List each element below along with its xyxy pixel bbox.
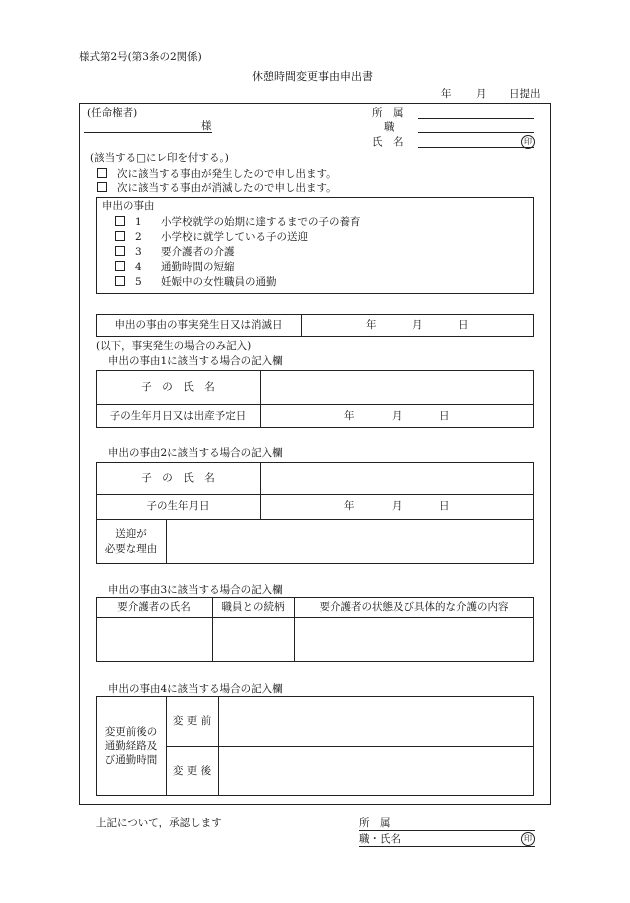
section1-child-name-input[interactable] [261, 371, 533, 403]
fact-date-year: 年 [366, 319, 377, 331]
note-occurrence-only: (以下，事実発生の場合のみ記入) [96, 340, 252, 352]
section3-col-care-details: 要介護者の状態及び具体的な介護の内容 [319, 600, 509, 613]
date-month-label: 月 [476, 88, 487, 100]
checkbox-icon[interactable] [115, 231, 125, 241]
reason-item-1[interactable] [115, 216, 361, 228]
reason-item-4[interactable] [115, 261, 235, 273]
section3-cared-name-input[interactable] [97, 618, 211, 661]
section4-after-label: 変 更 後 [172, 764, 212, 777]
checkbox-ended-row[interactable] [97, 182, 337, 194]
seal-icon: 印 [521, 135, 535, 149]
section1-child-name-label: 子 の 氏 名 [141, 380, 215, 393]
section3-col-cared-name: 要介護者の氏名 [117, 600, 191, 613]
approval-text: 上記について，承認します [96, 817, 222, 829]
section3-heading: 申出の事由3に該当する場合の記入欄 [108, 584, 283, 596]
section2-day: 日 [439, 500, 450, 512]
reason-number: 3 [135, 246, 142, 258]
checkbox-occurred-row[interactable] [97, 168, 337, 180]
checkbox-icon[interactable] [115, 261, 125, 271]
reason-item-5[interactable] [115, 276, 277, 288]
section1-month: 月 [392, 410, 403, 422]
reason-item-3[interactable] [115, 246, 235, 258]
approval-position-name-field[interactable] [359, 846, 535, 847]
fact-date-day: 日 [458, 319, 469, 331]
approval-affiliation-label: 所 属 [359, 817, 391, 829]
reason-number: 4 [135, 261, 142, 273]
section2-reason-line2: 必要な理由 [104, 542, 158, 555]
applicant-affiliation-field[interactable] [418, 118, 534, 119]
date-submitted-label: 日提出 [509, 88, 541, 100]
seal-icon: 印 [521, 832, 535, 846]
applicant-position-field[interactable] [418, 132, 534, 133]
reason-number: 2 [135, 231, 142, 243]
reason-text: 小学校就学の始期に達するまでの子の養育 [161, 216, 361, 228]
applicant-position-label: 職 [384, 121, 395, 133]
checkbox-icon[interactable] [97, 182, 107, 192]
checkbox-occurred-label: 次に該当する事由が発生したので申し出ます。 [117, 168, 337, 180]
section2-month: 月 [392, 500, 403, 512]
section4-row-label-line1: 変更前後の [104, 725, 158, 738]
addressee-label: (任命権者) [87, 107, 138, 119]
checkbox-icon[interactable] [115, 216, 125, 226]
instruction-text: (該当する□にレ印を付する。) [90, 152, 229, 164]
checkbox-icon[interactable] [115, 276, 125, 286]
checkbox-icon[interactable] [97, 168, 107, 178]
section4-row-label [96, 696, 166, 796]
applicant-affiliation-label: 所 属 [372, 107, 404, 119]
reason-text: 通勤時間の短縮 [161, 261, 235, 273]
section2-reason-input[interactable] [167, 520, 533, 563]
reasons-heading: 申出の事由 [102, 200, 155, 212]
section2-child-name-input[interactable] [261, 463, 533, 493]
reason-text: 妊娠中の女性職員の通勤 [161, 276, 277, 288]
date-year-label: 年 [441, 88, 452, 100]
reason-number: 1 [135, 216, 142, 228]
approval-position-name-label: 職・氏名 [359, 833, 401, 845]
checkbox-icon[interactable] [115, 246, 125, 256]
checkbox-ended-label: 次に該当する事由が消滅したので申し出ます。 [117, 182, 337, 194]
section4-after-input[interactable] [219, 747, 533, 795]
section3-care-details-input[interactable] [295, 618, 533, 661]
addressee-line[interactable] [84, 132, 212, 133]
section4-heading: 申出の事由4に該当する場合の記入欄 [108, 683, 283, 695]
reason-text: 小学校に就学している子の送迎 [161, 231, 308, 243]
form-number: 様式第2号(第3条の2関係) [79, 51, 202, 63]
addressee-honorific: 様 [201, 120, 212, 132]
approval-affiliation-field[interactable] [359, 830, 535, 831]
reason-item-2[interactable] [115, 231, 308, 243]
section2-birth-label: 子の生年月日 [146, 500, 210, 513]
reason-number: 5 [135, 276, 142, 288]
applicant-name-label: 氏 名 [372, 136, 404, 148]
section4-row-label-line2: 通勤経路及 [104, 739, 158, 752]
section1-year: 年 [344, 410, 355, 422]
section2-reason-line1: 送迎が [115, 528, 147, 541]
fact-date-label: 申出の事由の事実発生日又は消滅日 [114, 319, 283, 332]
page-title: 休憩時間変更事由申出書 [252, 70, 373, 83]
section3-relation-input[interactable] [213, 618, 293, 661]
section1-day: 日 [439, 410, 450, 422]
section4-before-label: 変 更 前 [172, 714, 212, 727]
section3-col-relation: 職員との続柄 [221, 600, 285, 613]
fact-date-input[interactable] [301, 314, 534, 337]
section1-birth-label: 子の生年月日又は出産予定日 [109, 409, 247, 422]
section1-heading: 申出の事由1に該当する場合の記入欄 [108, 355, 283, 367]
section4-before-input[interactable] [219, 697, 533, 745]
section2-reason-label [96, 519, 166, 564]
section4-row-label-line3: び通勤時間 [104, 754, 158, 767]
applicant-name-field[interactable] [418, 147, 534, 148]
section2-year: 年 [344, 500, 355, 512]
section2-heading: 申出の事由2に該当する場合の記入欄 [108, 447, 283, 459]
reason-text: 要介護者の介護 [161, 246, 235, 258]
section2-child-name-label: 子 の 氏 名 [141, 471, 215, 484]
fact-date-month: 月 [412, 319, 423, 331]
